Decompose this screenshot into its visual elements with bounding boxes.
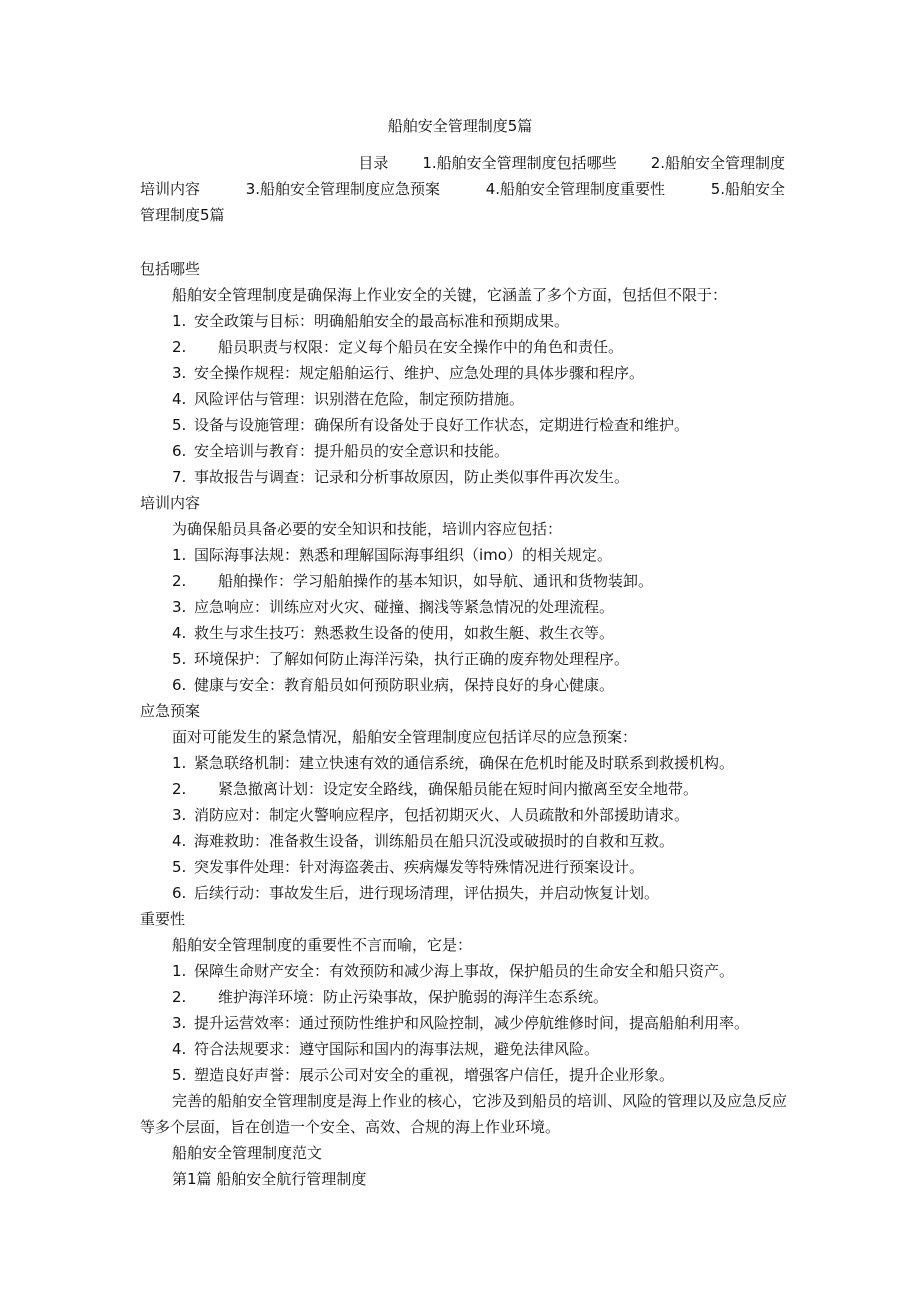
toc-line-3 — [140, 202, 785, 228]
list-item: 3. 应急响应：训练应对火灾、碰撞、搁浅等紧急情况的处理流程。 — [172, 598, 615, 616]
list-item: 5. 环境保护：了解如何防止海洋污染，执行正确的废弃物处理程序。 — [172, 650, 630, 668]
section-intro: 面对可能发生的紧急情况，船舶安全管理制度应包括详尽的应急预案： — [172, 728, 638, 746]
list-item: 7. 事故报告与调查：记录和分析事故原因，防止类似事件再次发生。 — [172, 468, 630, 486]
list-item: 2. 紧急撤离计划：设定安全路线，确保船员能在短时间内撤离至安全地带。 — [172, 780, 699, 798]
section-heading-includes: 包括哪些 — [140, 260, 201, 278]
section-heading-training: 培训内容 — [140, 494, 201, 512]
document-title: 船舶安全管理制度5篇 — [387, 117, 533, 135]
section-intro: 船舶安全管理制度是确保海上作业安全的关键，它涵盖了多个方面，包括但不限于： — [172, 286, 728, 304]
list-item: 2. 维护海洋环境：防止污染事故，保护脆弱的海洋生态系统。 — [172, 988, 609, 1006]
section-intro: 船舶安全管理制度的重要性不言而喻，它是： — [172, 936, 473, 954]
toc-entry-2: 2.船舶安全管理制度 — [650, 154, 785, 172]
toc-label: 目录 — [358, 154, 389, 172]
toc-entry-1: 1.船舶安全管理制度包括哪些 — [422, 154, 617, 172]
table-of-contents — [140, 150, 785, 228]
toc-line-1 — [140, 150, 785, 176]
list-item: 1. 国际海事法规：熟悉和理解国际海事组织（imo）的相关规定。 — [172, 546, 612, 564]
list-item: 6. 后续行动：事故发生后，进行现场清理，评估损失，并启动恢复计划。 — [172, 884, 660, 902]
list-item: 4. 风险评估与管理：识别潜在危险，制定预防措施。 — [172, 390, 525, 408]
list-item: 4. 救生与求生技巧：熟悉救生设备的使用，如救生艇、救生衣等。 — [172, 624, 615, 642]
toc-entry-4: 4.船舶安全管理制度重要性 — [485, 180, 666, 198]
document-body — [140, 256, 800, 1192]
list-item: 3. 提升运营效率：通过预防性维护和风险控制，减少停航维修时间，提高船舶利用率。 — [172, 1014, 750, 1032]
list-item: 5. 设备与设施管理：确保所有设备处于良好工作状态，定期进行检查和维护。 — [172, 416, 690, 434]
list-item: 3. 安全操作规程：规定船舶运行、维护、应急处理的具体步骤和程序。 — [172, 364, 645, 382]
list-item: 5. 突发事件处理：针对海盗袭击、疾病爆发等特殊情况进行预案设计。 — [172, 858, 645, 876]
list-item: 6. 健康与安全：教育船员如何预防职业病，保持良好的身心健康。 — [172, 676, 615, 694]
list-item: 4. 符合法规要求：遵守国际和国内的海事法规，避免法律风险。 — [172, 1040, 600, 1058]
list-item: 1. 紧急联络机制：建立快速有效的通信系统，确保在危机时能及时联系到救援机构。 — [172, 754, 735, 772]
chapter-heading: 第1篇 船舶安全航行管理制度 — [172, 1170, 367, 1188]
list-item: 1. 保障生命财产安全：有效预防和减少海上事故，保护船员的生命安全和船只资产。 — [172, 962, 735, 980]
toc-entry-5-cont: 管理制度5篇 — [140, 206, 225, 224]
toc-entry-3: 3.船舶安全管理制度应急预案 — [245, 180, 441, 198]
section-heading-importance: 重要性 — [140, 910, 186, 928]
list-item: 4. 海难救助：准备救生设备，训练船员在船只沉没或破损时的自救和互救。 — [172, 832, 675, 850]
list-item: 6. 安全培训与教育：提升船员的安全意识和技能。 — [172, 442, 510, 460]
list-item: 5. 塑造良好声誉：展示公司对安全的重视，增强客户信任，提升企业形象。 — [172, 1066, 675, 1084]
sample-heading: 船舶安全管理制度范文 — [172, 1144, 323, 1162]
section-heading-emergency: 应急预案 — [140, 702, 201, 720]
closing-paragraph: 完善的船舶安全管理制度是海上作业的核心，它涉及到船员的培训、风险的管理以及应急反应等多个层面，旨在创造一个安全、高效、合规的海上作业环境。 — [140, 1092, 788, 1136]
section-intro: 为确保船员具备必要的安全知识和技能，培训内容应包括： — [172, 520, 563, 538]
list-item: 1. 安全政策与目标：明确船舶安全的最高标准和预期成果。 — [172, 312, 570, 330]
list-item: 2. 船员职责与权限：定义每个船员在安全操作中的角色和责任。 — [172, 338, 624, 356]
toc-entry-5: 5.船舶安全 — [710, 180, 785, 198]
toc-line-2 — [140, 176, 785, 202]
list-item: 3. 消防应对：制定火警响应程序，包括初期灭火、人员疏散和外部援助请求。 — [172, 806, 690, 824]
list-item: 2. 船舶操作：学习船舶操作的基本知识，如导航、通讯和货物装卸。 — [172, 572, 654, 590]
toc-entry-2-cont: 培训内容 — [140, 180, 201, 198]
